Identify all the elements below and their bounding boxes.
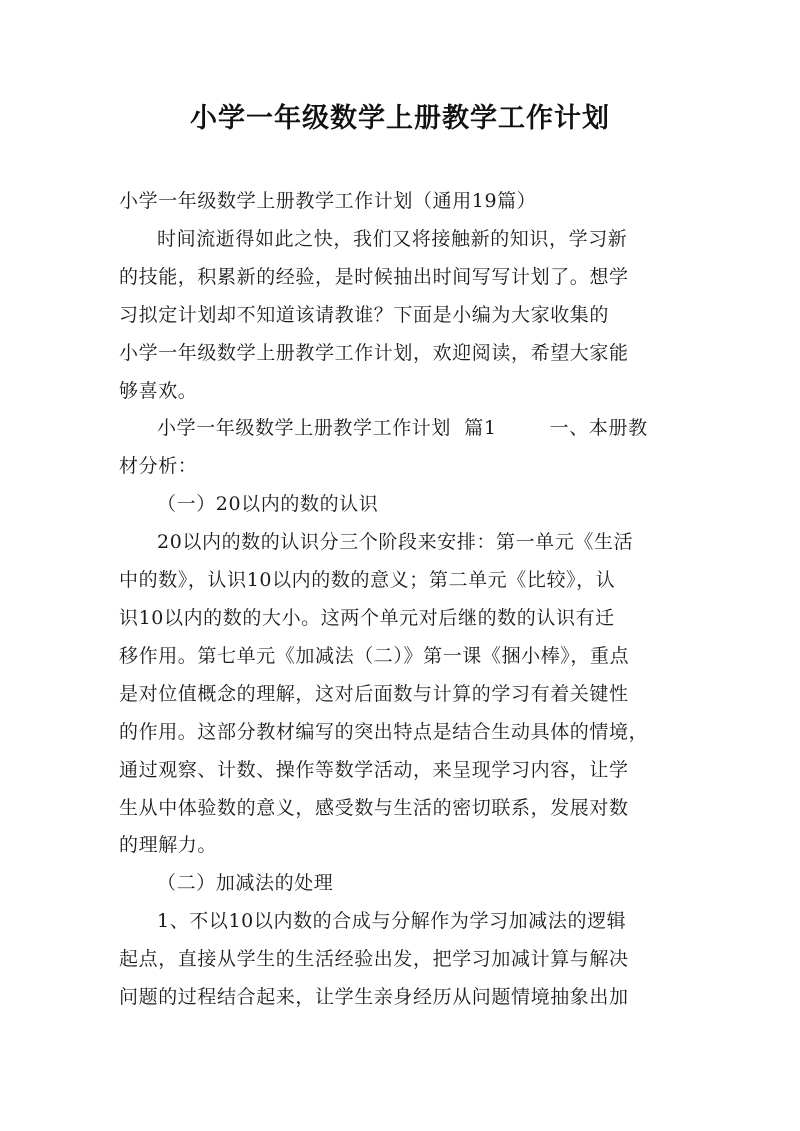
sub-heading-2-text: （二）加减法的处理 — [157, 872, 334, 895]
section-heading-line: 小学一年级数学上册教学工作计划 篇1 一、本册教 — [157, 417, 648, 440]
subtitle-text: 小学一年级数学上册教学工作计划（通用19篇） — [119, 190, 537, 212]
paragraph-2 — [119, 903, 683, 1017]
document-title: 小学一年级数学上册教学工作计划 — [190, 103, 610, 134]
paragraph-1-line: 移作用。第七单元《加减法（二）》第一课《捆小棒》，重点 — [119, 644, 630, 667]
sub-heading-1-text: （一）20以内的数的认识 — [157, 493, 379, 516]
paragraph-1-line: 20以内的数的认识分三个阶段来安排：第一单元《生活 — [157, 531, 634, 554]
section-heading-line: 材分析： — [119, 455, 198, 478]
paragraph-1-line: 中的数》，认识10以内的数的意义；第二单元《比较》，认 — [119, 569, 616, 592]
intro-line: 小学一年级数学上册教学工作计划，欢迎阅读，希望大家能 — [119, 341, 629, 364]
paragraph-1-line: 的理解力。 — [119, 834, 218, 857]
document-body — [119, 183, 683, 1017]
sub-heading-1 — [119, 486, 683, 524]
paragraph-1-line: 识10以内的数的大小。这两个单元对后继的数的认识有迁 — [119, 606, 615, 629]
paragraph-2-line: 起点，直接从学生的生活经验出发，把学习加减计算与解决 — [119, 948, 629, 971]
intro-line: 习拟定计划却不知道该请教谁？下面是小编为大家收集的 — [119, 303, 610, 326]
paragraph-1-line: 通过观察、计数、操作等数学活动，来呈现学习内容，让学 — [119, 758, 629, 781]
section-heading — [119, 410, 683, 486]
sub-heading-2 — [119, 865, 683, 903]
intro-paragraph — [119, 221, 683, 411]
paragraph-1-line: 的作用。这部分教材编写的突出特点是结合生动具体的情境， — [119, 720, 649, 743]
subtitle-line — [119, 183, 683, 221]
paragraph-2-line: 1、不以10以内数的合成与分解作为学习加减法的逻辑 — [157, 910, 627, 933]
paragraph-1-line: 是对位值概念的理解，这对后面数与计算的学习有着关键性 — [119, 682, 629, 705]
intro-line: 够喜欢。 — [119, 379, 198, 402]
paragraph-1-line: 生从中体验数的意义，感受数与生活的密切联系，发展对数 — [119, 796, 629, 819]
paragraph-2-line: 问题的过程结合起来，让学生亲身经历从问题情境抽象出加 — [119, 986, 629, 1009]
intro-line: 的技能，积累新的经验，是时候抽出时间写写计划了。想学 — [119, 265, 629, 288]
intro-line: 时间流逝得如此之快，我们又将接触新的知识，学习新 — [157, 227, 628, 250]
paragraph-1 — [119, 524, 683, 865]
